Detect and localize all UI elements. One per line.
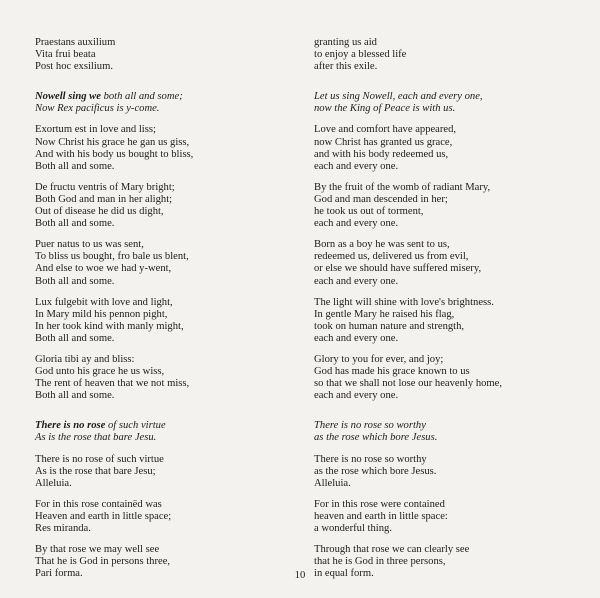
refrain-line: Let us sing Nowell, each and every one, [314, 91, 483, 103]
verse-line: each and every one. [314, 390, 399, 402]
verse-line: The rent of heaven that we not miss, [35, 378, 190, 390]
verse-line: For in this rose containëd was [35, 498, 162, 510]
verse-line: now Christ has granted us grace, [314, 136, 453, 148]
verse-line: For in this rose were contained [314, 498, 445, 510]
verse-line: after this exile. [314, 61, 378, 73]
verse-line: took on human nature and strength, [314, 320, 465, 332]
nowell-refrain-translation [314, 91, 574, 115]
verse-line: Love and comfort have appeared, [314, 124, 457, 136]
verse-line: By that rose we may well see [35, 544, 160, 556]
verse-line: Out of disease he did us dight, [35, 206, 164, 218]
refrain-line: There is no rose so worthy [314, 420, 426, 432]
verse-line: Alleluia. [314, 477, 351, 489]
nowell-stanza [35, 124, 280, 172]
verse-line: Exortum est in love and liss; [35, 124, 156, 136]
verse-line: Both all and some. [35, 390, 115, 402]
verse-line: Through that rose we can clearly see [314, 544, 470, 556]
verse-line: De fructu ventris of Mary bright; [35, 181, 175, 193]
verse-line: Both all and some. [35, 332, 115, 344]
rose-stanza [35, 499, 280, 535]
verse-line: In her took kind with manly might, [35, 320, 184, 332]
nowell-translation-stanza [314, 182, 574, 230]
verse-line: he took us out of torment, [314, 206, 424, 218]
rose-refrain-heading [35, 420, 280, 444]
verse-line: Both all and some. [35, 218, 115, 230]
verse-line: Lux fulgebit with love and light, [35, 296, 173, 308]
rose-stanza [35, 454, 280, 490]
verse-line: as the rose which bore Jesus. [314, 465, 437, 477]
right-column [314, 37, 574, 589]
verse-line: that he is God in three persons, [314, 556, 446, 568]
verse-line: God unto his grace he us wiss, [35, 366, 165, 378]
verse-line: Both God and man in her alight; [35, 193, 173, 205]
verse-line: to enjoy a blessed life [314, 49, 407, 61]
verse-line: each and every one. [314, 160, 399, 172]
verse-line: so that we shall not lose our heavenly home, [314, 378, 502, 390]
rose-translation-stanza [314, 499, 574, 535]
verse-line: Heaven and earth in little space; [35, 510, 172, 522]
verse-line: Both all and some. [35, 160, 115, 172]
refrain-line [35, 420, 280, 432]
verse-line: and with his body redeemed us, [314, 148, 449, 160]
nowell-translation-stanza [314, 354, 574, 402]
nowell-translation-stanza [314, 124, 574, 172]
rose-refrain-translation [314, 420, 574, 444]
refrain-line: now the King of Peace is with us. [314, 103, 456, 115]
verse-line: in equal form. [314, 568, 374, 580]
nowell-translation-stanza [314, 239, 574, 287]
verse-line: a wonderful thing. [314, 523, 392, 534]
rose-translation-stanza [314, 454, 574, 490]
verse-line: There is no rose of such virtue [35, 453, 164, 465]
nowell-stanza [35, 239, 280, 287]
refrain-line: Now Rex pacificus is y-come. [35, 103, 160, 115]
verse-line: Puer natus to us was sent, [35, 239, 144, 251]
verse-line: By the fruit of the womb of radiant Mary, [314, 181, 491, 193]
refrain-line: As is the rose that bare Jesu. [35, 432, 157, 444]
nowell-stanza [35, 297, 280, 345]
translation-intro-stanza [314, 37, 574, 73]
refrain-line: as the rose which bore Jesus. [314, 432, 438, 444]
verse-line: As is the rose that bare Jesu; [35, 465, 156, 477]
refrain-line [35, 91, 280, 103]
verse-line: redeemed us, delivered us from evil, [314, 251, 469, 263]
verse-line: each and every one. [314, 275, 399, 287]
refrain-title: There is no rose [35, 420, 106, 432]
verse-line: And with his body us bought to bliss, [35, 148, 194, 160]
nowell-refrain-heading [35, 91, 280, 115]
verse-line: each and every one. [314, 218, 399, 230]
verse-line: Pari forma. [35, 568, 83, 580]
verse-line: Glory to you for ever, and joy; [314, 353, 444, 365]
refrain-rest: of such virtue [105, 420, 166, 432]
verse-line: or else we should have suffered misery, [314, 263, 482, 275]
left-column [35, 37, 280, 589]
refrain-rest: both all and some; [100, 91, 183, 103]
verse-line: The light will shine with love's brightness. [314, 296, 494, 308]
verse-line: In gentle Mary he raised his flag, [314, 308, 455, 320]
verse-line: In Mary mild his pennon pight, [35, 308, 168, 320]
verse-line: Vita frui beata [35, 49, 96, 61]
verse-line: God and man descended in her; [314, 193, 448, 205]
nowell-stanza [35, 182, 280, 230]
verse-line: each and every one. [314, 332, 399, 344]
verse-line: Born as a boy he was sent to us, [314, 239, 450, 251]
verse-line: And else to woe we had y-went, [35, 263, 172, 275]
page-number: 10 [294, 570, 306, 581]
latin-intro-stanza [35, 37, 280, 73]
verse-line: heaven and earth in little space: [314, 510, 448, 522]
verse-line: There is no rose so worthy [314, 453, 427, 465]
verse-line: To bliss us bought, fro bale us blent, [35, 251, 189, 263]
verse-line: Both all and some. [35, 275, 115, 287]
verse-line: Alleluia. [35, 477, 72, 489]
verse-line: Gloria tibi ay and bliss: [35, 353, 135, 365]
verse-line: God has made his grace known to us [314, 366, 470, 378]
verse-line: granting us aid [314, 37, 377, 48]
verse-line: That he is God in persons three, [35, 556, 171, 568]
nowell-stanza [35, 354, 280, 402]
verse-line: Praestans auxilium [35, 37, 116, 48]
nowell-translation-stanza [314, 297, 574, 345]
verse-line: Res miranda. [35, 523, 91, 534]
verse-line: Post hoc exsilium. [35, 61, 113, 73]
verse-line: Now Christ his grace he gan us giss, [35, 136, 190, 148]
refrain-title: Nowell sing we [35, 91, 101, 103]
